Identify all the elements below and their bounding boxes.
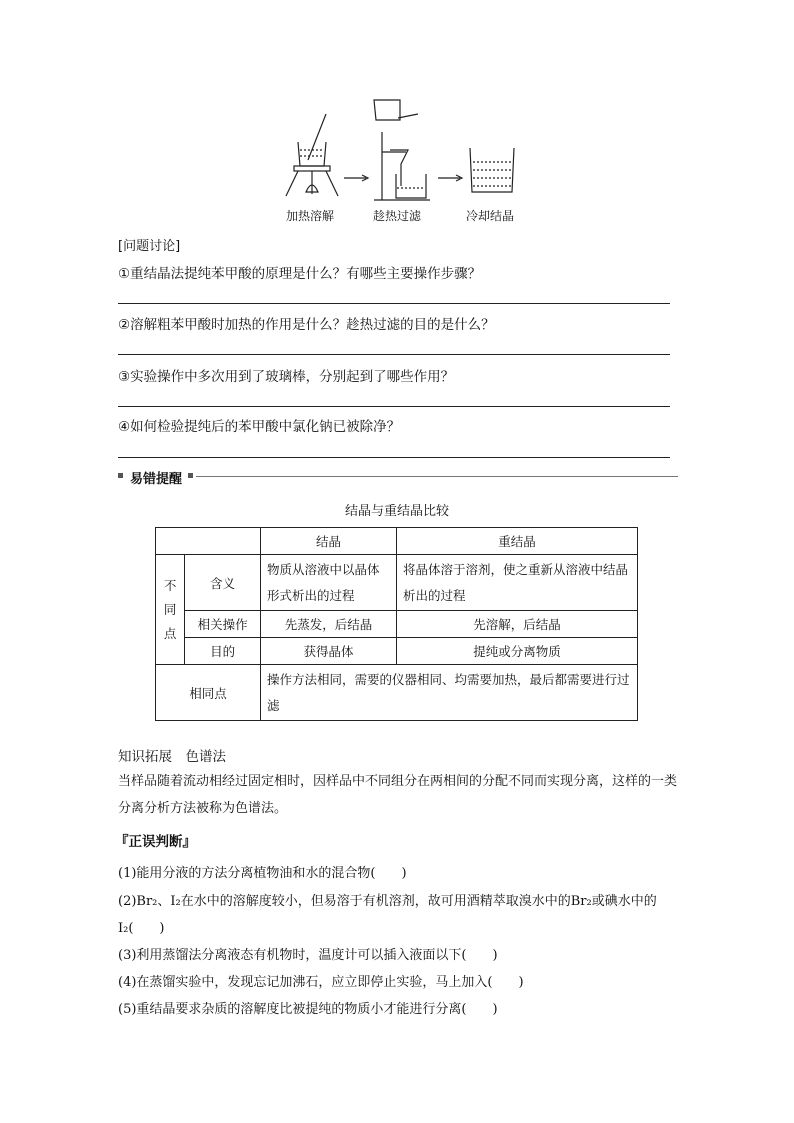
table-title: 结晶与重结晶比较 (344, 504, 449, 519)
row-label: 含义 (185, 555, 261, 611)
table-cell: 物质从溶液中以晶体形式析出的过程 (261, 555, 397, 611)
judgment-item: (4)在蒸馏实验中，发现忘记加沸石，应立即停止实验，马上加入( ) (118, 975, 524, 990)
question-2: ②溶解粗苯甲酸时加热的作用是什么？趁热过滤的目的是什么？ (118, 317, 495, 333)
answer-line (118, 406, 670, 407)
tip-label: 易错提醒 (130, 472, 183, 487)
figure-caption-crystallize: 冷却结晶 (466, 209, 515, 223)
question-4: ④如何检验提纯后的苯甲酸中氯化钠已被除净？ (118, 419, 401, 435)
beaker-icon (470, 148, 514, 192)
square-bullet-icon (118, 473, 123, 478)
divider (196, 476, 678, 477)
knowledge-text: 当样品随着流动相经过固定相时，因样品中不同组分在两相间的分配不同而实现分离，这样的一类分离分析方法被称为色谱法。 (118, 774, 678, 816)
tip-header (118, 468, 678, 486)
square-bullet-icon (188, 473, 193, 478)
question-1: ①重结晶法提纯苯甲酸的原理是什么？有哪些主要操作步骤？ (118, 266, 482, 282)
row-label: 目的 (185, 638, 261, 665)
table-header-cell: 结晶 (261, 528, 397, 555)
judgment-heading: 『正误判断』 (115, 834, 196, 850)
same-label: 相同点 (156, 665, 261, 721)
table-corner (156, 528, 261, 555)
question-3: ③实验操作中多次用到了玻璃棒，分别起到了哪些作用？ (118, 369, 455, 385)
answer-line (118, 303, 670, 304)
table-cell: 操作方法相同，需要的仪器相同、均需要加热，最后都需要进行过滤 (261, 665, 638, 721)
answer-line (118, 457, 670, 458)
filtration-apparatus-icon (374, 100, 430, 200)
comparison-table (155, 527, 638, 721)
judgment-item: (1)能用分液的方法分离植物油和水的混合物( ) (118, 866, 407, 881)
judgment-item: (5)重结晶要求杂质的溶解度比被提纯的物质小才能进行分离( ) (118, 1002, 498, 1017)
discussion-heading: [问题讨论] (118, 239, 181, 254)
arrow-icon (344, 175, 368, 181)
figure-caption-filter: 趁热过滤 (373, 209, 422, 223)
table-cell: 获得晶体 (261, 638, 397, 665)
judgment-item: (2)Br₂、I₂在水中的溶解度较小，但易溶于有机溶剂，故可用酒精萃取溴水中的Br₂或碘水中的I₂( ) (118, 894, 657, 936)
arrow-icon (438, 175, 462, 181)
diff-label: 不同点 (163, 577, 177, 641)
row-label: 相关操作 (185, 611, 261, 638)
table-cell: 先溶解，后结晶 (397, 611, 638, 638)
table-cell: 提纯或分离物质 (397, 638, 638, 665)
answer-line (118, 354, 670, 355)
diff-label-cell (156, 555, 185, 665)
knowledge-title: 知识拓展 色谱法 (118, 749, 226, 765)
heating-apparatus-icon (286, 114, 338, 196)
table-cell: 将晶体溶于溶剂，使之重新从溶液中结晶析出的过程 (397, 555, 638, 611)
table-header-cell: 重结晶 (397, 528, 638, 555)
apparatus-figure (280, 92, 530, 204)
judgment-item: (3)利用蒸馏法分离液态有机物时，温度计可以插入液面以下( ) (118, 948, 498, 963)
figure-caption-dissolve: 加热溶解 (286, 209, 335, 223)
table-cell: 先蒸发，后结晶 (261, 611, 397, 638)
